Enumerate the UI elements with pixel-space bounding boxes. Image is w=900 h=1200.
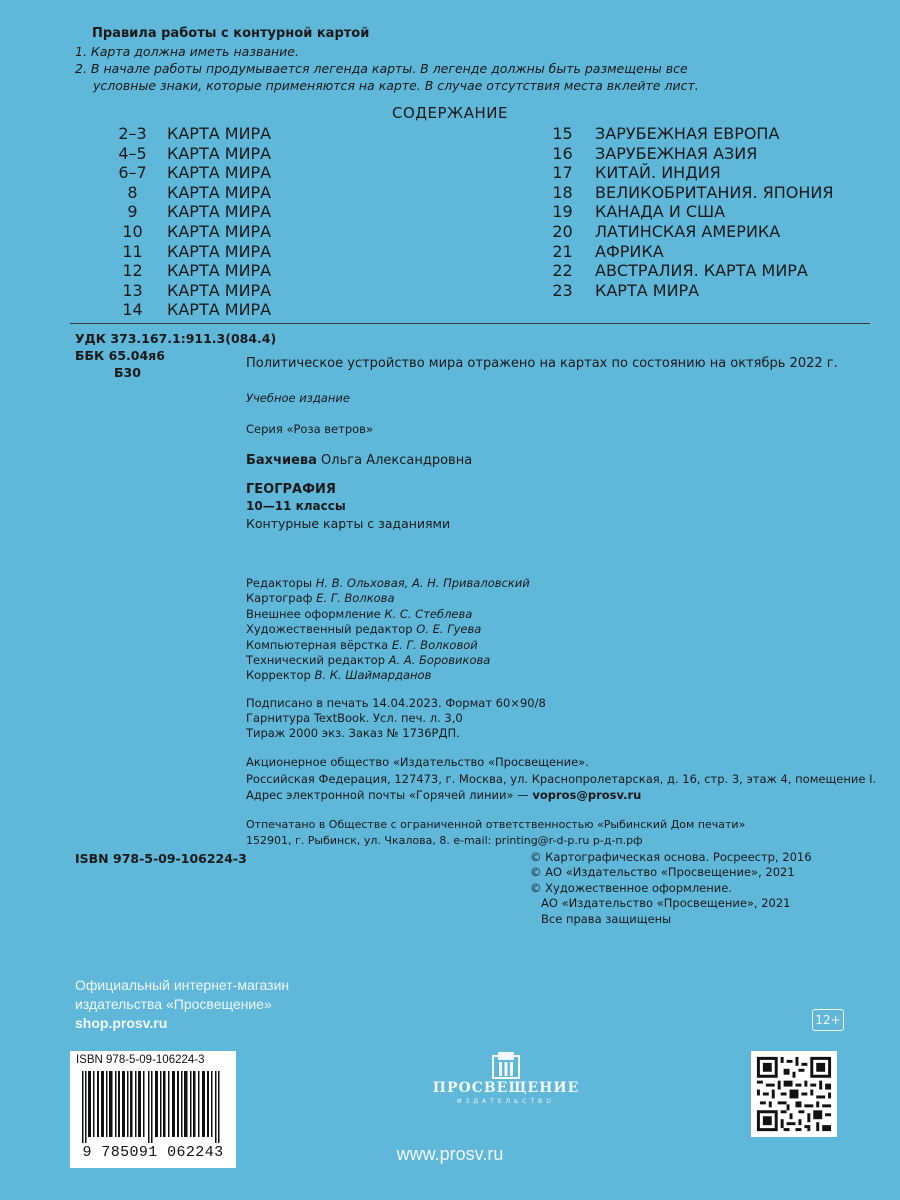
toc-page-num: 8 — [127, 182, 138, 202]
toc-page-num: 10 — [122, 221, 143, 241]
credit-line — [246, 653, 530, 668]
publisher-info — [246, 754, 876, 804]
rules-title: Правила работы с контурной картой — [92, 26, 370, 41]
publisher-logo — [406, 1047, 606, 1117]
toc-label: ЗАРУБЕЖНАЯ ЕВРОПА — [595, 124, 780, 143]
book-title: ГЕОГРАФИЯ — [246, 482, 336, 497]
toc-page-num: 11 — [122, 241, 143, 261]
qr-code-icon — [751, 1051, 837, 1137]
credit-name: О. Е. Гуева — [416, 622, 482, 637]
print-line: Гарнитура TextBook. Усл. печ. л. 3,0 — [246, 711, 463, 725]
toc-title: СОДЕРЖАНИЕ — [392, 104, 508, 122]
shop-url[interactable]: shop.prosv.ru — [75, 1015, 168, 1031]
publisher-email-line — [246, 787, 876, 804]
rule-line: условные знаки, которые применяются на карте. В случае отсутствия места вклейте лист. — [93, 78, 699, 93]
rule-line: 2. В начале работы продумывается легенда карты. В легенде должны быть размещены все — [75, 61, 688, 76]
toc-label: КИТАЙ. ИНДИЯ — [595, 163, 721, 183]
publisher-logo-subtitle: ИЗДАТЕЛЬСТВО — [457, 1098, 555, 1105]
credit-line — [246, 622, 530, 637]
copyright-line: © Художественное оформление. — [530, 880, 732, 895]
toc-label: КАРТА МИРА — [167, 261, 272, 281]
author-name: Ольга Александровна — [316, 453, 473, 468]
publisher-address: Российская Федерация, 127473, г. Москва, ул. Краснопролетарская, д. 16, стр. 3, этаж 4, помещение I. — [246, 771, 877, 786]
toc-item — [110, 124, 271, 144]
toc-label: АВСТРАЛИЯ. КАРТА МИРА — [595, 261, 808, 281]
bbk-code: ББК 65.04я6 — [75, 348, 165, 363]
credit-name: К. С. Стеблева — [384, 606, 473, 621]
age-rating-badge: 12+ — [812, 1009, 844, 1031]
toc-page-num: 6–7 — [118, 163, 147, 183]
series: Серия «Роза ветров» — [246, 422, 373, 436]
toc-item — [110, 300, 271, 320]
toc-label: КАРТА МИРА — [167, 221, 272, 241]
toc-page-num: 15 — [552, 124, 573, 143]
copyright — [530, 850, 812, 927]
author-code: Б30 — [114, 365, 141, 380]
credit-name: Е. Г. Волковой — [391, 637, 478, 652]
copyright-line: © Картографическая основа. Росреестр, 2016 — [530, 850, 812, 864]
toc-page-num: 22 — [552, 261, 573, 281]
credit-name: А. А. Боровикова — [388, 653, 491, 668]
toc-item — [540, 281, 834, 301]
toc-label: КАРТА МИРА — [167, 124, 272, 143]
publisher-line: Акционерное общество «Издательство «Просвещение». — [246, 755, 589, 769]
credit-name: В. К. Шаймарданов — [314, 668, 432, 683]
printer-line: 152901, г. Рыбинск, ул. Чкалова, 8. e-mail: printing@r-d-p.ru р-д-п.рф — [246, 833, 643, 847]
toc-page-num: 18 — [552, 182, 573, 202]
udk-code: УДК 373.167.1:911.3(084.4) — [75, 331, 277, 346]
copyright-line: Все права защищены — [541, 911, 672, 926]
divider — [70, 323, 870, 324]
shop-line: Официальный интернет-магазин — [75, 977, 290, 993]
barcode-icon — [78, 1071, 228, 1143]
rule-line: 1. Карта должна иметь название. — [75, 44, 299, 59]
credit-line — [246, 668, 530, 683]
credit-name: Е. Г. Волкова — [316, 591, 395, 606]
publisher-logo-name: ПРОСВЕЩЕНИЕ — [432, 1080, 580, 1096]
hotline-email: vopros@prosv.ru — [532, 788, 642, 803]
credit-role: Технический редактор — [246, 653, 389, 668]
toc-item — [110, 144, 271, 164]
toc-item — [540, 242, 834, 262]
toc-item — [540, 202, 834, 222]
toc-item — [110, 163, 271, 183]
toc-page-num: 2–3 — [118, 124, 147, 143]
toc-item — [110, 222, 271, 242]
credit-role: Внешнее оформление — [246, 606, 385, 621]
toc-page-num: 16 — [552, 143, 573, 163]
copyright-line: АО «Издательство «Просвещение», 2021 — [541, 896, 791, 911]
toc-page-num: 13 — [122, 280, 143, 300]
toc-page-num: 12 — [122, 261, 143, 281]
rules-list — [75, 43, 699, 94]
credit-line — [246, 591, 530, 606]
toc-label: КАРТА МИРА — [167, 300, 272, 320]
printer-line: Отпечатано в Обществе с ограниченной ответственностью «Рыбинский Дом печати» — [246, 818, 746, 831]
toc-item — [110, 202, 271, 222]
toc-item — [540, 183, 834, 203]
toc-page-num: 9 — [127, 202, 138, 222]
author-surname: Бахчиева — [246, 453, 317, 468]
toc-page-num: 17 — [552, 163, 573, 183]
credit-role: Редакторы — [246, 576, 316, 590]
print-line: Тираж 2000 экз. Заказ № 1736РДП. — [246, 726, 460, 740]
toc-label: КАРТА МИРА — [595, 280, 700, 300]
toc-page-num: 14 — [122, 300, 143, 320]
toc-label: КАНАДА И США — [595, 202, 726, 222]
toc-item — [540, 261, 834, 281]
isbn: ISBN 978-5-09-106224-3 — [75, 851, 247, 866]
credit-name: Н. В. Ольховая, А. Н. Приваловский — [315, 576, 530, 590]
credit-line — [246, 638, 530, 653]
publisher-logo-icon — [491, 1050, 521, 1080]
publisher-website[interactable]: www.prosv.ru — [396, 1144, 504, 1164]
credits — [246, 576, 530, 684]
toc-label: ЛАТИНСКАЯ АМЕРИКА — [595, 221, 781, 241]
toc-page-num: 21 — [552, 241, 573, 261]
book-title-block — [246, 482, 346, 514]
credit-role: Компьютерная вёрстка — [246, 637, 392, 652]
qr-code-graphic — [751, 1051, 837, 1137]
shop-line: издательства «Просвещение» — [75, 996, 272, 1012]
toc-label: ЗАРУБЕЖНАЯ АЗИЯ — [595, 143, 758, 163]
toc-page-num: 20 — [552, 221, 573, 241]
toc-page-num: 4–5 — [118, 143, 147, 163]
credit-line — [246, 607, 530, 622]
credit-role: Корректор — [246, 668, 315, 683]
toc-page-num: 19 — [552, 202, 573, 222]
toc-item — [110, 183, 271, 203]
author — [246, 453, 472, 468]
barcode-isbn: ISBN 978-5-09-106224-3 — [76, 1054, 205, 1066]
toc-label: АФРИКА — [595, 241, 664, 261]
hotline-label: Адрес электронной почты «Горячей линии» — — [246, 788, 533, 803]
toc-label: КАРТА МИРА — [167, 241, 272, 261]
toc-item — [110, 242, 271, 262]
toc-left-column — [110, 124, 271, 320]
toc-label: КАРТА МИРА — [167, 163, 272, 183]
toc-item — [540, 163, 834, 183]
shop-info — [75, 976, 289, 1033]
toc-label: КАРТА МИРА — [167, 182, 272, 202]
toc-label: КАРТА МИРА — [167, 202, 272, 222]
print-info — [246, 696, 546, 741]
credit-role: Картограф — [246, 591, 317, 606]
toc-item — [110, 281, 271, 301]
printer-info — [246, 817, 745, 848]
political-note: Политическое устройство мира отражено на картах по состоянию на октябрь 2022 г. — [246, 356, 838, 371]
toc-page-num: 23 — [552, 280, 573, 300]
toc-label: КАРТА МИРА — [167, 280, 272, 300]
toc-label: ВЕЛИКОБРИТАНИЯ. ЯПОНИЯ — [595, 182, 834, 202]
edition-type: Учебное издание — [246, 391, 350, 405]
toc-label: КАРТА МИРА — [167, 143, 272, 163]
barcode-digits: 9 785091 062243 — [82, 1144, 224, 1161]
copyright-line: © АО «Издательство «Просвещение», 2021 — [530, 865, 795, 880]
toc-item — [110, 261, 271, 281]
toc-item — [540, 222, 834, 242]
book-subtitle: Контурные карты с заданиями — [246, 516, 451, 531]
toc-right-column — [540, 124, 834, 300]
book-grades: 10—11 классы — [246, 499, 346, 513]
toc-item — [540, 124, 834, 144]
toc-item — [540, 144, 834, 164]
credit-role: Художественный редактор — [246, 622, 417, 637]
credit-line — [246, 576, 530, 591]
print-line: Подписано в печать 14.04.2023. Формат 60×90/8 — [246, 696, 546, 710]
